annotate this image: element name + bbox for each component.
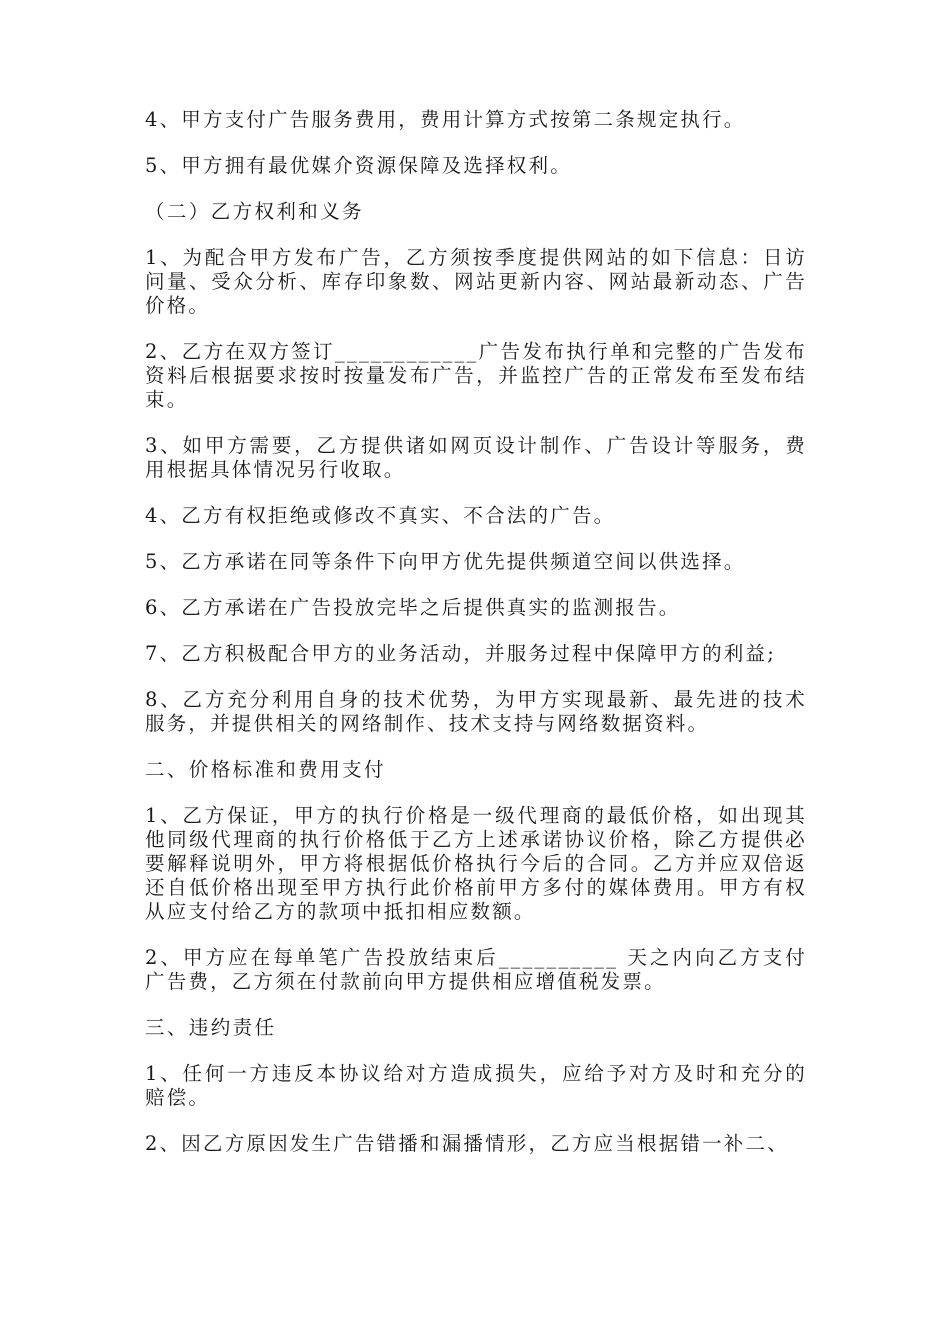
section-heading-pricing: 二、价格标准和费用支付	[145, 758, 386, 781]
clause-b3: 3、如甲方需要，乙方提供诸如网页设计制作、广告设计等服务，费用根据具体情况另行收取。	[145, 434, 807, 481]
clause-a4: 4、甲方支付广告服务费用，费用计算方式按第二条规定执行。	[145, 108, 746, 131]
clause-b4: 4、乙方有权拒绝或修改不真实、不合法的广告。	[145, 504, 616, 527]
clause-b6: 6、乙方承诺在广告投放完毕之后提供真实的监测报告。	[145, 596, 681, 619]
clause-b7: 7、乙方积极配合甲方的业务活动，并服务过程中保障甲方的利益;	[145, 642, 776, 665]
section-heading-party-b: （二）乙方权利和义务	[145, 200, 365, 223]
clause-price-1: 1、乙方保证，甲方的执行价格是一级代理商的最低价格，如出现其他同级代理商的执行价格低于乙方上述承诺协议价格，除乙方提供必要解释说明外，甲方将根据低价格执行今后的合同。乙方并应双倍返还自低价格出现至甲方执行此价格前甲方多付的媒体费用。甲方有权从应支付给乙方的款项中抵扣相应数额。	[145, 804, 807, 923]
clause-b8: 8、乙方充分利用自身的技术优势，为甲方实现最新、最先进的技术服务，并提供相关的网络制作、技术支持与网络数据资料。	[145, 688, 807, 735]
clause-b2: 2、乙方在双方签订____________广告发布执行单和完整的广告发布资料后根据要求按时按量发布广告，并监控广告的正常发布至发布结束。	[145, 340, 807, 411]
clause-price-2: 2、甲方应在每单笔广告投放结束后__________ 天之内向乙方支付广告费，乙方须在付款前向甲方提供相应增值税发票。	[145, 946, 807, 993]
clause-liability-1: 1、任何一方违反本协议给对方造成损失，应给予对方及时和充分的赔偿。	[145, 1062, 807, 1109]
section-heading-liability: 三、违约责任	[145, 1016, 277, 1039]
clause-b5: 5、乙方承诺在同等条件下向甲方优先提供频道空间以供选择。	[145, 550, 746, 573]
document-body	[145, 108, 807, 1178]
clause-a5: 5、甲方拥有最优媒介资源保障及选择权利。	[145, 154, 572, 177]
clause-liability-2: 2、因乙方原因发生广告错播和漏播情形，乙方应当根据错一补二、	[145, 1132, 789, 1155]
clause-b1: 1、为配合甲方发布广告，乙方须按季度提供网站的如下信息：日访问量、受众分析、库存印象数、网站更新内容、网站最新动态、广告价格。	[145, 246, 807, 317]
